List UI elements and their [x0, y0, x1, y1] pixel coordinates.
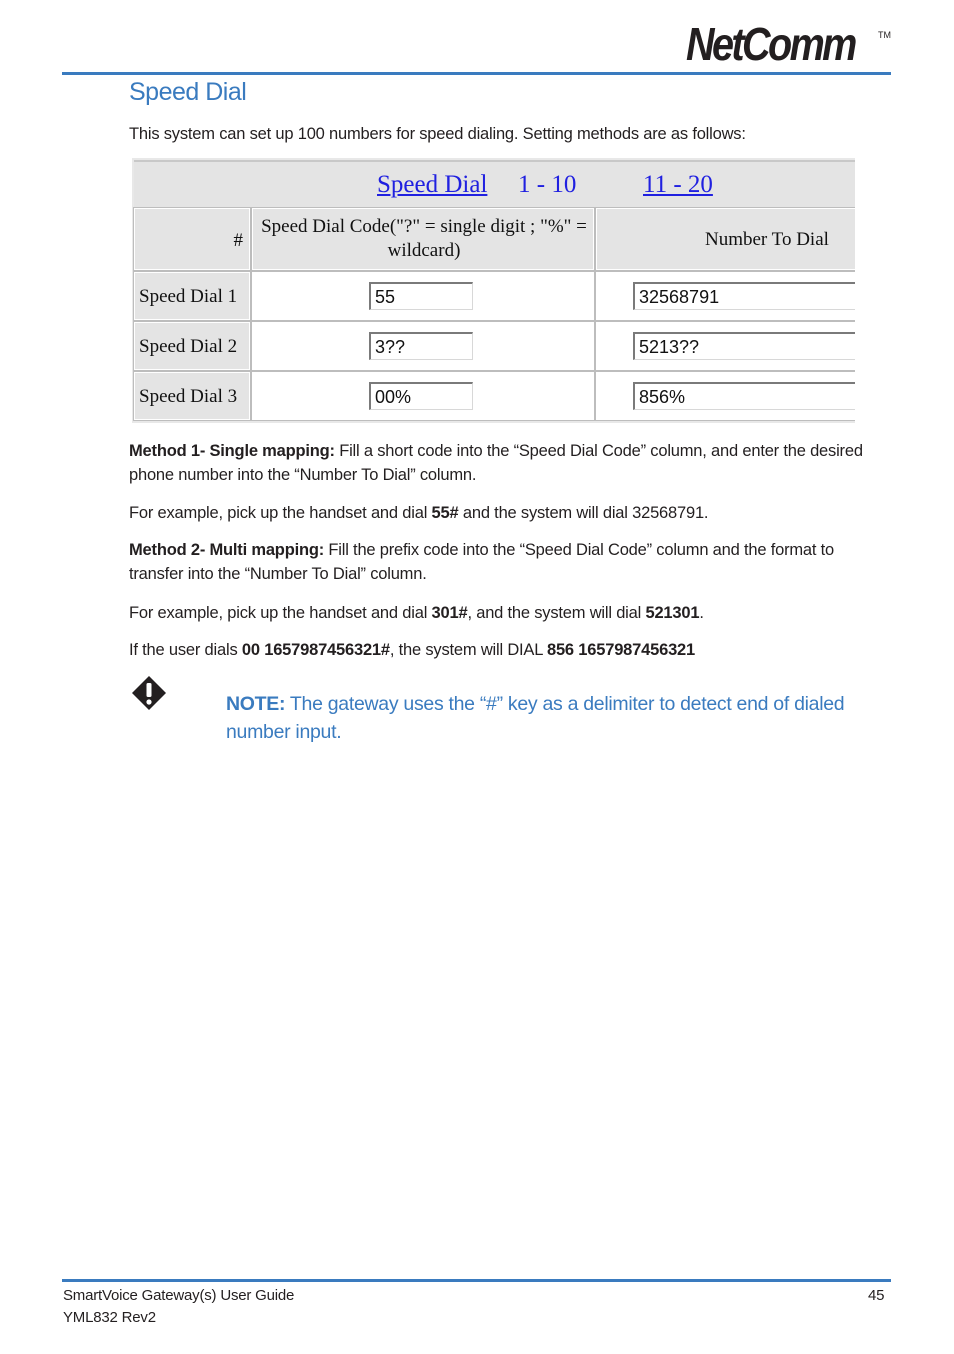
range-11-20-link[interactable]: 11 - 20 [643, 171, 713, 198]
number-to-dial-input[interactable]: 32568791 [633, 282, 855, 310]
table-cell [596, 372, 855, 420]
row-label: Speed Dial 1 [134, 272, 250, 320]
warning-icon [131, 675, 167, 711]
note-text: The gateway uses the “#” key as a delimiter to detect end of dialed number input. [226, 693, 845, 743]
example3-paragraph [129, 638, 891, 662]
example1-post: and the system will dial 32568791. [458, 504, 709, 522]
note-label: NOTE: [226, 693, 286, 715]
trademark-symbol: TM [878, 30, 891, 40]
example3-code: 00 1657987456321# [241, 641, 390, 659]
example1-code: 55# [431, 504, 459, 522]
method1-heading: Method 1- Single mapping: [129, 442, 335, 460]
speed-dial-code-input[interactable]: 00% [369, 382, 473, 410]
example1-paragraph [129, 501, 891, 525]
footer-doc-code: YML832 Rev2 [63, 1309, 156, 1326]
example3-result: 856 1657987456321 [546, 641, 695, 659]
table-cell [252, 272, 594, 320]
example2-code: 301# [431, 604, 468, 622]
table-cell [252, 372, 594, 420]
speed-dial-header-row [134, 160, 855, 208]
example2-mid: , and the system will dial [467, 604, 646, 622]
section-title: Speed Dial [129, 78, 247, 106]
table-cell [596, 322, 855, 370]
column-header-index: # [134, 208, 250, 270]
speed-dial-link[interactable]: Speed Dial [377, 171, 488, 198]
method2-text: Fill the prefix code into the “Speed Dial Code” column and the format to transfer into the “Number To Dial” column. [129, 541, 835, 583]
example2-paragraph [129, 601, 891, 625]
column-header-code: Speed Dial Code("?" = single digit ; "%" = wildcard) [252, 208, 594, 270]
number-to-dial-input[interactable]: 856% [633, 382, 855, 410]
example2-post: . [699, 604, 704, 622]
example2-pre: For example, pick up the handset and dial [129, 604, 432, 622]
method1-paragraph [129, 439, 891, 487]
footer-rule [62, 1279, 891, 1282]
intro-paragraph: This system can set up 100 numbers for speed dialing. Setting methods are as follows: [129, 125, 746, 143]
footer-guide-title: SmartVoice Gateway(s) User Guide [63, 1287, 295, 1304]
number-to-dial-input[interactable]: 5213?? [633, 332, 855, 360]
table-cell [596, 272, 855, 320]
example1-pre: For example, pick up the handset and dial [129, 504, 432, 522]
speed-dial-screenshot [132, 158, 855, 423]
range-1-10: 1 - 10 [518, 171, 577, 198]
column-header-number: Number To Dial [596, 208, 855, 270]
example3-pre: If the user dials [129, 641, 242, 659]
method2-paragraph [129, 538, 891, 586]
example3-mid: , the system will DIAL [389, 641, 547, 659]
row-label: Speed Dial 2 [134, 322, 250, 370]
method1-text: Fill a short code into the “Speed Dial Code” column, and enter the desired phone number into the “Number To Dial” column. [129, 442, 863, 484]
page-number: 45 [868, 1287, 885, 1304]
row-label: Speed Dial 3 [134, 372, 250, 420]
speed-dial-code-input[interactable]: 3?? [369, 332, 473, 360]
header-rule [62, 72, 891, 75]
method2-heading: Method 2- Multi mapping: [129, 541, 325, 559]
table-cell [252, 322, 594, 370]
speed-dial-code-input[interactable]: 55 [369, 282, 473, 310]
example2-result: 521301 [645, 604, 700, 622]
netcomm-logo: NetComm [686, 18, 855, 70]
note-paragraph [226, 690, 896, 746]
